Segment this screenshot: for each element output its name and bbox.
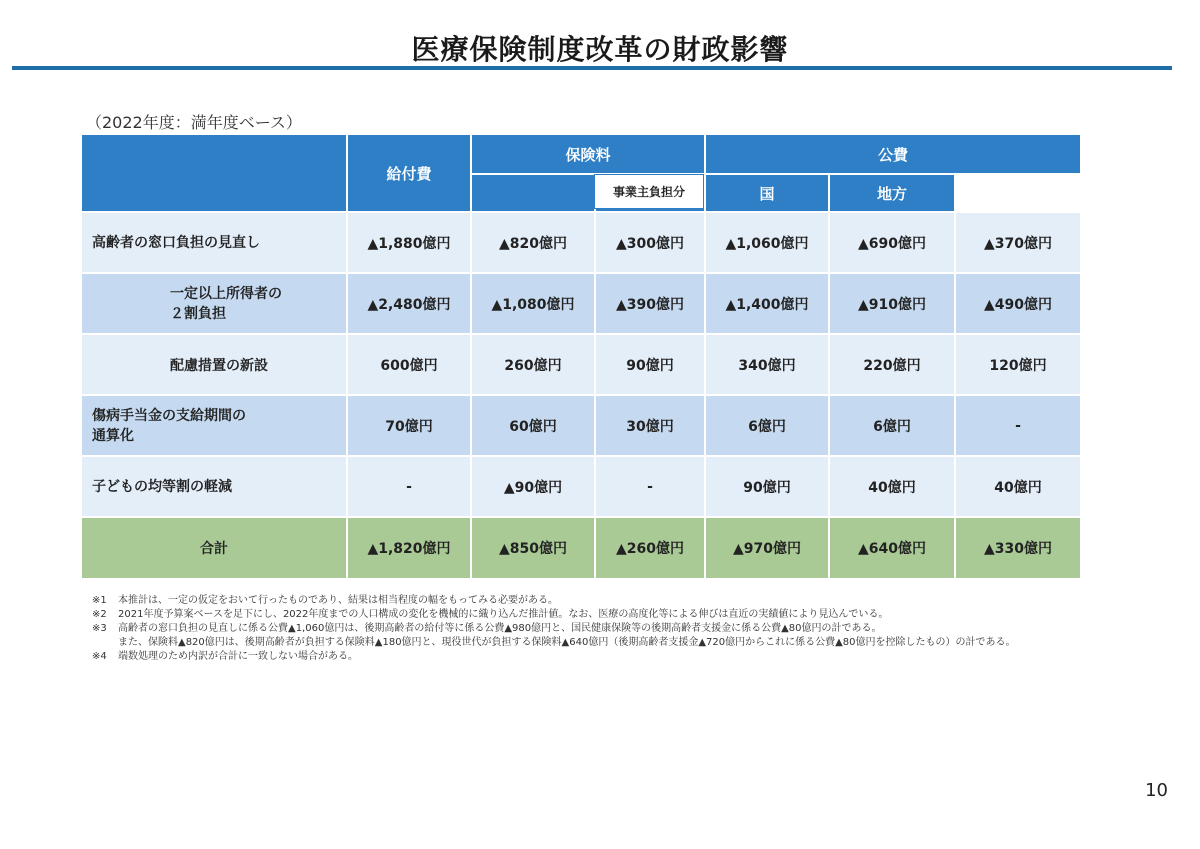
total-row bbox=[81, 517, 1081, 579]
cell-kohi: ▲1,060億円 bbox=[705, 212, 829, 273]
header-kuni: 国 bbox=[705, 174, 829, 212]
cell-jigyonushi: ▲390億円 bbox=[595, 273, 705, 334]
cell-kohi: ▲970億円 bbox=[705, 517, 829, 579]
cell-kohi: 90億円 bbox=[705, 456, 829, 517]
header-jigyonushi: 事業主負担分 bbox=[612, 185, 685, 199]
cell-chiho: ▲330億円 bbox=[955, 517, 1081, 579]
header-kohi: 公費 bbox=[705, 134, 1081, 174]
table-row bbox=[81, 212, 1081, 273]
cell-kuni: ▲910億円 bbox=[829, 273, 955, 334]
footnote: ※1 本推計は、一定の仮定をおいて行ったものであり、結果は相当程度の幅をもってみる必要がある。 bbox=[92, 595, 558, 606]
footnote: また、保険料▲820億円は、後期高齢者が負担する保険料▲180億円と、現役世代が負担する保険料▲640億円（後期高齢者支援金▲720億円からこれに係る公費▲80億円を控除したもの）の計である。 bbox=[118, 637, 1016, 648]
cell-chiho: 40億円 bbox=[955, 456, 1081, 517]
row-label: 子どもの均等割の軽減 bbox=[81, 456, 347, 517]
footnote: ※2 2021年度予算案ベースを足下にし、2022年度までの人口構成の変化を機械的に織り込んだ推計値。なお、医療の高度化等による伸びは直近の実績値により見込んでいる。 bbox=[92, 609, 889, 620]
cell-kyufuhi: 70億円 bbox=[347, 395, 471, 456]
cell-kohi: 6億円 bbox=[705, 395, 829, 456]
table-row bbox=[81, 456, 1081, 517]
row-label-line2: 通算化 bbox=[92, 427, 134, 444]
row-label: 配慮措置の新設 bbox=[81, 334, 347, 395]
cell-jigyonushi: - bbox=[595, 456, 705, 517]
cell-kohi: ▲1,400億円 bbox=[705, 273, 829, 334]
cell-kuni: 6億円 bbox=[829, 395, 955, 456]
row-label-line2: ２割負担 bbox=[170, 305, 226, 322]
cell-chiho: ▲490億円 bbox=[955, 273, 1081, 334]
row-label bbox=[81, 395, 347, 456]
footnote: ※3 高齢者の窓口負担の見直しに係る公費▲1,060億円は、後期高齢者の給付等に係る公費▲980億円と、国民健康保険等の後期高齢者支援金に係る公費▲80億円の計である。 bbox=[92, 623, 882, 634]
header-hokenryo-sub bbox=[471, 174, 595, 212]
cell-chiho: ▲370億円 bbox=[955, 212, 1081, 273]
cell-kuni: ▲640億円 bbox=[829, 517, 955, 579]
table-row bbox=[81, 334, 1081, 395]
cell-kyufuhi: - bbox=[347, 456, 471, 517]
row-label-line1: 一定以上所得者の bbox=[170, 285, 282, 302]
cell-jigyonushi: 30億円 bbox=[595, 395, 705, 456]
row-label bbox=[81, 273, 347, 334]
page-number: 10 bbox=[1145, 780, 1168, 801]
footnote: ※4 端数処理のため内訳が合計に一致しない場合がある。 bbox=[92, 651, 358, 662]
cell-kuni: 220億円 bbox=[829, 334, 955, 395]
footnotes bbox=[92, 594, 1016, 664]
row-label-total: 合計 bbox=[81, 517, 347, 579]
cell-kyufuhi: ▲1,820億円 bbox=[347, 517, 471, 579]
cell-kuni: 40億円 bbox=[829, 456, 955, 517]
table-row bbox=[81, 273, 1081, 334]
basis-note: （2022年度：満年度ベース） bbox=[86, 113, 302, 132]
cell-hokenryo: ▲850億円 bbox=[471, 517, 595, 579]
header-blank bbox=[81, 134, 347, 212]
cell-hokenryo: 260億円 bbox=[471, 334, 595, 395]
cell-jigyonushi: 90億円 bbox=[595, 334, 705, 395]
table-row bbox=[81, 395, 1081, 456]
cell-hokenryo: 60億円 bbox=[471, 395, 595, 456]
cell-kyufuhi: 600億円 bbox=[347, 334, 471, 395]
cell-kuni: ▲690億円 bbox=[829, 212, 955, 273]
row-label: 高齢者の窓口負担の見直し bbox=[81, 212, 347, 273]
header-jigyonushi-box bbox=[594, 174, 704, 209]
cell-hokenryo: ▲820億円 bbox=[471, 212, 595, 273]
cell-chiho: - bbox=[955, 395, 1081, 456]
cell-kohi: 340億円 bbox=[705, 334, 829, 395]
cell-kyufuhi: ▲1,880億円 bbox=[347, 212, 471, 273]
cell-kyufuhi: ▲2,480億円 bbox=[347, 273, 471, 334]
cell-hokenryo: ▲1,080億円 bbox=[471, 273, 595, 334]
cell-hokenryo: ▲90億円 bbox=[471, 456, 595, 517]
cell-jigyonushi: ▲300億円 bbox=[595, 212, 705, 273]
cell-jigyonushi: ▲260億円 bbox=[595, 517, 705, 579]
page-title: 医療保険制度改革の財政影響 bbox=[411, 33, 789, 66]
header-chiho: 地方 bbox=[829, 174, 955, 212]
cell-chiho: 120億円 bbox=[955, 334, 1081, 395]
header-kyufuhi: 給付費 bbox=[347, 134, 471, 212]
header-hokenryo: 保険料 bbox=[471, 134, 705, 174]
row-label-line1: 傷病手当金の支給期間の bbox=[92, 407, 246, 424]
fiscal-impact-table bbox=[80, 133, 1082, 580]
title-underline bbox=[12, 66, 1172, 70]
